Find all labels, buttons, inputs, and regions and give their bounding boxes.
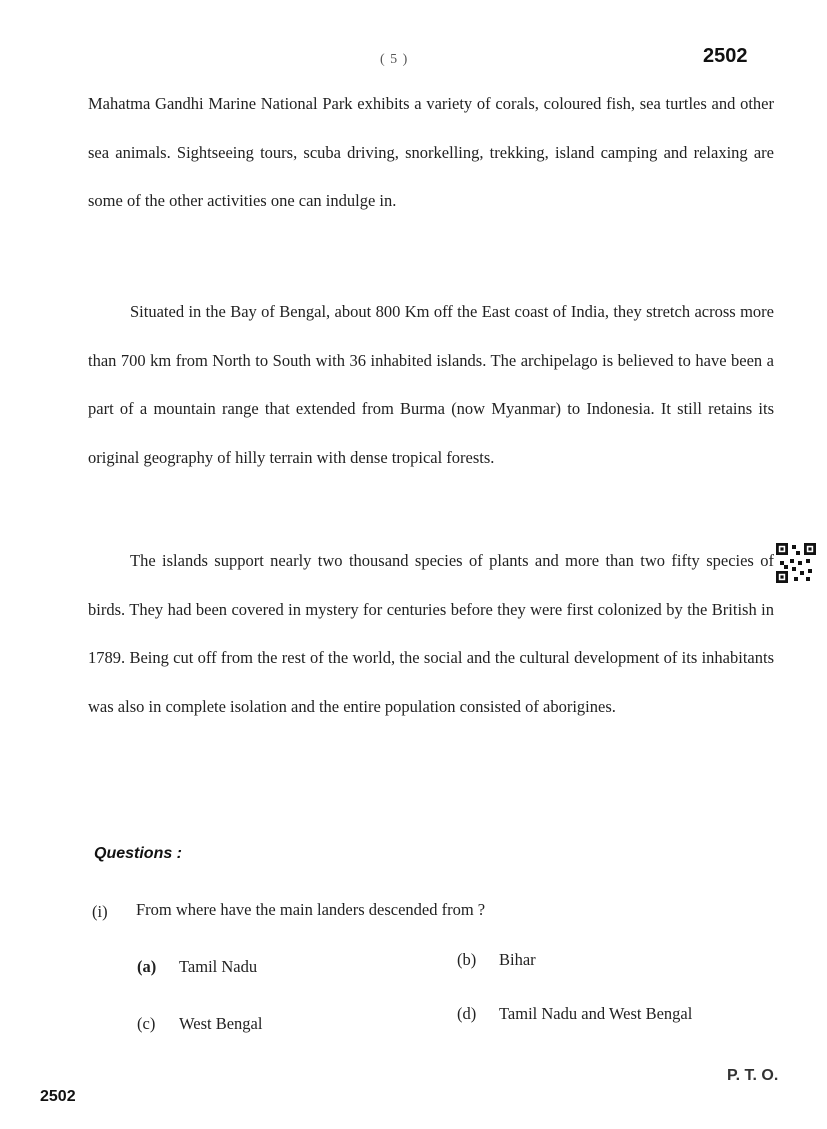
qr-code-icon [776, 543, 816, 583]
option-label: (b) [457, 950, 477, 969]
option-text: Tamil Nadu [179, 957, 258, 976]
passage-paragraph-2: Situated in the Bay of Bengal, about 800 Km off the East coast of India, they stretch across more than 700 km from North to South with 36 inhabited islands. The archipelago is believed to have been a part of a mountain range that extended from Burma (now Myanmar) to Indonesia. It still retains its original geography of hilly terrain with dense tropical forests. [88, 302, 774, 467]
option-label: (d) [457, 1004, 477, 1023]
option-label: (a) [137, 957, 157, 976]
passage-paragraph-1: Mahatma Gandhi Marine National Park exhibits a variety of corals, coloured fish, sea turtles and other sea animals. Sightseeing tours, scuba driving, snorkelling, trekking, island camping and relaxing are some of the other activities one can indulge in. [88, 94, 774, 210]
option-a [137, 957, 257, 977]
page-number: ( 5 ) [380, 52, 409, 67]
option-b [457, 950, 536, 970]
paper-code-top: 2502 [703, 45, 748, 67]
option-text: Bihar [499, 950, 536, 969]
option-d [457, 1004, 692, 1024]
option-text: West Bengal [179, 1014, 263, 1033]
pto-label: P. T. O. [727, 1067, 779, 1084]
questions-heading: Questions : [94, 845, 183, 862]
question-number: (i) [92, 902, 108, 921]
question-text: From where have the main landers descended from ? [136, 900, 486, 919]
option-c [137, 1014, 262, 1034]
paper-code-bottom: 2502 [40, 1088, 76, 1105]
option-label: (c) [137, 1014, 156, 1033]
passage-paragraph-3: The islands support nearly two thousand species of plants and more than two fifty species of birds. They had been covered in mystery for centuries before they were first colonized by the British in 1789. Being cut off from the rest of the world, the social and the cultural development of its inhabitants was also in complete isolation and the entire population consisted of aborigines. [88, 551, 774, 716]
option-text: Tamil Nadu and West Bengal [499, 1004, 693, 1023]
